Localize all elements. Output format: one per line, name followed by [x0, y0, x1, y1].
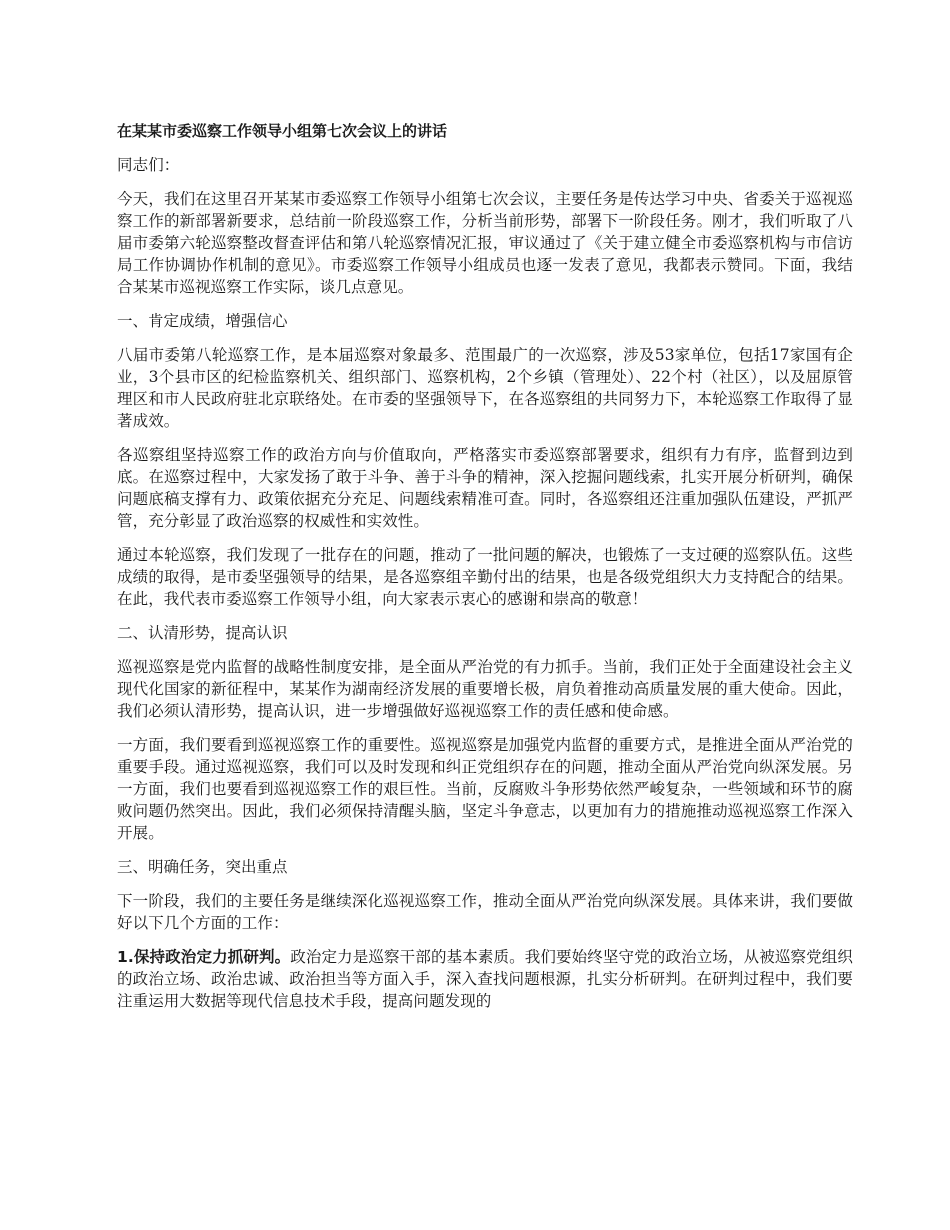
item-1-text: 政治定力是巡察干部的基本素质。我们要始终坚守党的政治立场，从被巡察党组织的政治立场、政治忠诚、政治担当等方面入手，深入查找问题根源，扎实分析研判。在研判过程中，我们要注重运用大数据等现代信息技术手段，提高问题发现的	[117, 948, 854, 1010]
intro-paragraph: 今天，我们在这里召开某某市委巡察工作领导小组第七次会议，主要任务是传达学习中央、省委关于巡视巡察工作的新部署新要求，总结前一阶段巡察工作，分析当前形势，部署下一阶段任务。刚才，我们听取了八届市委第六轮巡察整改督查评估和第八轮巡察情况汇报，审议通过了《关于建立健全市委巡察机构与市信访局工作协调协作机制的意见》。市委巡察工作领导小组成员也逐一发表了意见，我都表示赞同。下面，我结合某某市巡视巡察工作实际，谈几点意见。	[117, 190, 853, 296]
section-1-paragraph-1: 八届市委第八轮巡察工作，是本届巡察对象最多、范围最广的一次巡察，涉及53家单位，包括17家国有企业，3个县市区的纪检监察机关、组织部门、巡察机构，2个乡镇（管理处）、22个村（社区），以及屈原管理区和市人民政府驻北京联络处。在市委的坚强领导下，在各巡察组的共同努力下，本轮巡察工作取得了显著成效。	[117, 346, 853, 430]
section-1-paragraph-3: 通过本轮巡察，我们发现了一批存在的问题，推动了一批问题的解决，也锻炼了一支过硬的巡察队伍。这些成绩的取得，是市委坚强领导的结果，是各巡察组辛勤付出的结果，也是各级党组织大力支持配合的结果。在此，我代表市委巡察工作领导小组，向大家表示衷心的感谢和崇高的敬意！	[117, 546, 853, 608]
section-3-heading: 三、明确任务，突出重点	[117, 858, 288, 876]
item-1-lead: 1.保持政治定力抓研判。	[117, 948, 291, 966]
section-1-heading: 一、肯定成绩，增强信心	[117, 312, 288, 330]
section-2-heading: 二、认清形势，提高认识	[117, 624, 288, 642]
document-title: 在某某市委巡察工作领导小组第七次会议上的讲话	[117, 122, 448, 140]
section-3-item-1	[117, 946, 853, 1012]
document-page	[117, 120, 853, 1024]
section-2-paragraph-1: 巡视巡察是党内监督的战略性制度安排，是全面从严治党的有力抓手。当前，我们正处于全面建设社会主义现代化国家的新征程中，某某作为湖南经济发展的重要增长极，肩负着推动高质量发展的重大使命。因此，我们必须认清形势，提高认识，进一步增强做好巡视巡察工作的责任感和使命感。	[117, 658, 853, 720]
section-3-paragraph-1: 下一阶段，我们的主要任务是继续深化巡视巡察工作，推动全面从严治党向纵深发展。具体来讲，我们要做好以下几个方面的工作：	[117, 892, 853, 932]
section-2-paragraph-2: 一方面，我们要看到巡视巡察工作的重要性。巡视巡察是加强党内监督的重要方式，是推进全面从严治党的重要手段。通过巡视巡察，我们可以及时发现和纠正党组织存在的问题，推动全面从严治党向纵深发展。另一方面，我们也要看到巡视巡察工作的艰巨性。当前，反腐败斗争形势依然严峻复杂，一些领域和环节的腐败问题仍然突出。因此，我们必须保持清醒头脑，坚定斗争意志，以更加有力的措施推动巡视巡察工作深入开展。	[117, 736, 853, 842]
section-1-paragraph-2: 各巡察组坚持巡察工作的政治方向与价值取向，严格落实市委巡察部署要求，组织有力有序，监督到边到底。在巡察过程中，大家发扬了敢于斗争、善于斗争的精神，深入挖掘问题线索，扎实开展分析研判，确保问题底稿支撑有力、政策依据充分充足、问题线索精准可查。同时，各巡察组还注重加强队伍建设，严抓严管，充分彰显了政治巡察的权威性和实效性。	[117, 446, 853, 530]
salutation: 同志们：	[117, 156, 180, 174]
